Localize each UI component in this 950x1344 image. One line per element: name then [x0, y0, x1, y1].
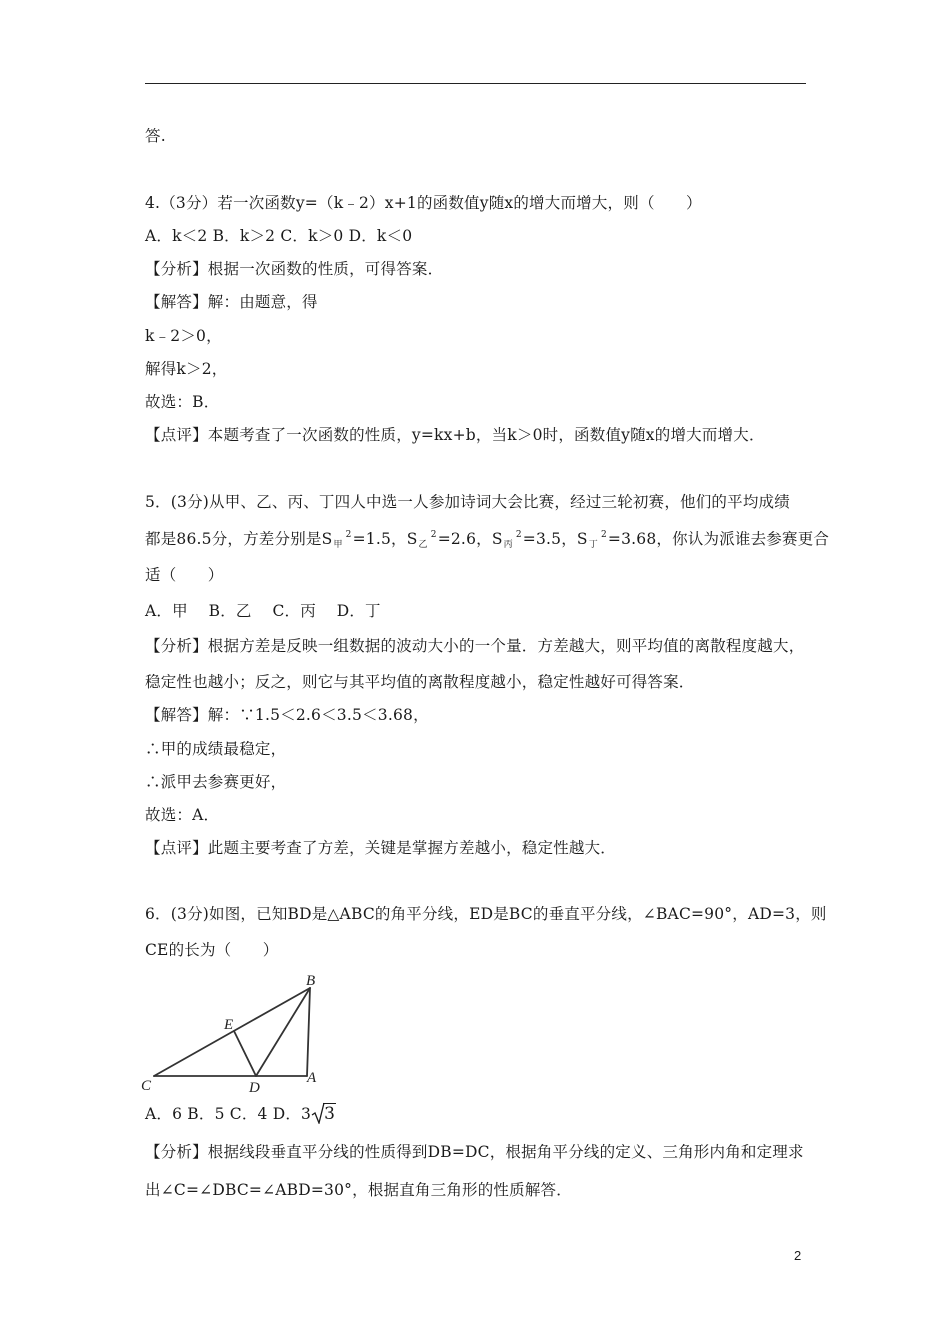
solution-step: 解得k＞2，: [145, 360, 228, 378]
question-6-options: A．6 B．5 C．4 D．3 3: [145, 1104, 336, 1124]
question-4-solution: 【解答】解：由题意，得: [145, 293, 318, 311]
triangle-figure: [138, 970, 333, 1095]
question-5-stem-1: 5．(3分)从甲、乙、丙、丁四人中选一人参加诗词大会比赛，经过三轮初赛，他们的平均成绩: [145, 493, 790, 511]
header-rule: [145, 83, 806, 84]
question-4-stem: 4.（3分）若一次函数y=（k﹣2）x+1的函数值y随x的增大而增大，则（ ）: [145, 194, 702, 212]
solution-step: 故选：A．: [145, 806, 220, 824]
label-b: B: [306, 973, 316, 989]
question-5-options: A．甲 B．乙 C．丙 D．丁: [145, 602, 381, 620]
question-5-stem-3: 适（ ）: [145, 566, 224, 584]
question-5-comment: 【点评】此题主要考查了方差，关键是掌握方差越小，稳定性越大．: [145, 839, 617, 857]
question-4-analysis: 【分析】根据一次函数的性质，可得答案．: [145, 260, 444, 278]
question-4-options: A．k＜2 B．k＞2 C．k＞0 D．k＜0: [145, 227, 413, 245]
question-5-analysis-1: 【分析】根据方差是反映一组数据的波动大小的一个量．方差越大，则平均值的离散程度越大，: [145, 637, 805, 655]
label-a: A: [307, 1070, 317, 1086]
question-5-analysis-2: 稳定性也越小；反之，则它与其平均值的离散程度越小，稳定性越好可得答案．: [145, 673, 695, 691]
solution-step: 故选：B．: [145, 393, 220, 411]
solution-step: ∴甲的成绩最稳定，: [145, 740, 287, 758]
page-number: 2: [794, 1248, 802, 1263]
question-5-solution: 【解答】解：∵1.5＜2.6＜3.5＜3.68，: [145, 706, 429, 724]
question-6-analysis-1: 【分析】根据线段垂直平分线的性质得到DB=DC，根据角平分线的定义、三角形内角和定理求: [145, 1143, 804, 1161]
question-6-stem-2: CE的长为（ ）: [145, 941, 279, 959]
label-d: D: [249, 1080, 260, 1095]
question-4-comment: 【点评】本题考查了一次函数的性质，y=kx+b，当k＞0时，函数值y随x的增大而增大．: [145, 426, 765, 444]
question-6-stem-1: 6．(3分)如图，已知BD是△ABC的角平分线，ED是BC的垂直平分线，∠BAC=90°，AD=3，则: [145, 905, 827, 923]
solution-step: k﹣2＞0，: [145, 327, 222, 345]
question-5-stem-2: 都是86.5分，方差分别是S甲$^2$=1.5，S乙$^2$=2.6，S丙$^2$=3.5，S丁$^2$=3.68，你认为派谁去参赛更合: [145, 530, 830, 550]
question-6-analysis-2: 出∠C=∠DBC=∠ABD=30°，根据直角三角形的性质解答．: [145, 1181, 572, 1199]
sqrt-symbol: 3: [311, 1104, 336, 1124]
text-line: 答.: [145, 127, 166, 145]
solution-step: ∴派甲去参赛更好，: [145, 773, 287, 791]
label-e: E: [224, 1017, 234, 1033]
label-c: C: [141, 1078, 152, 1094]
